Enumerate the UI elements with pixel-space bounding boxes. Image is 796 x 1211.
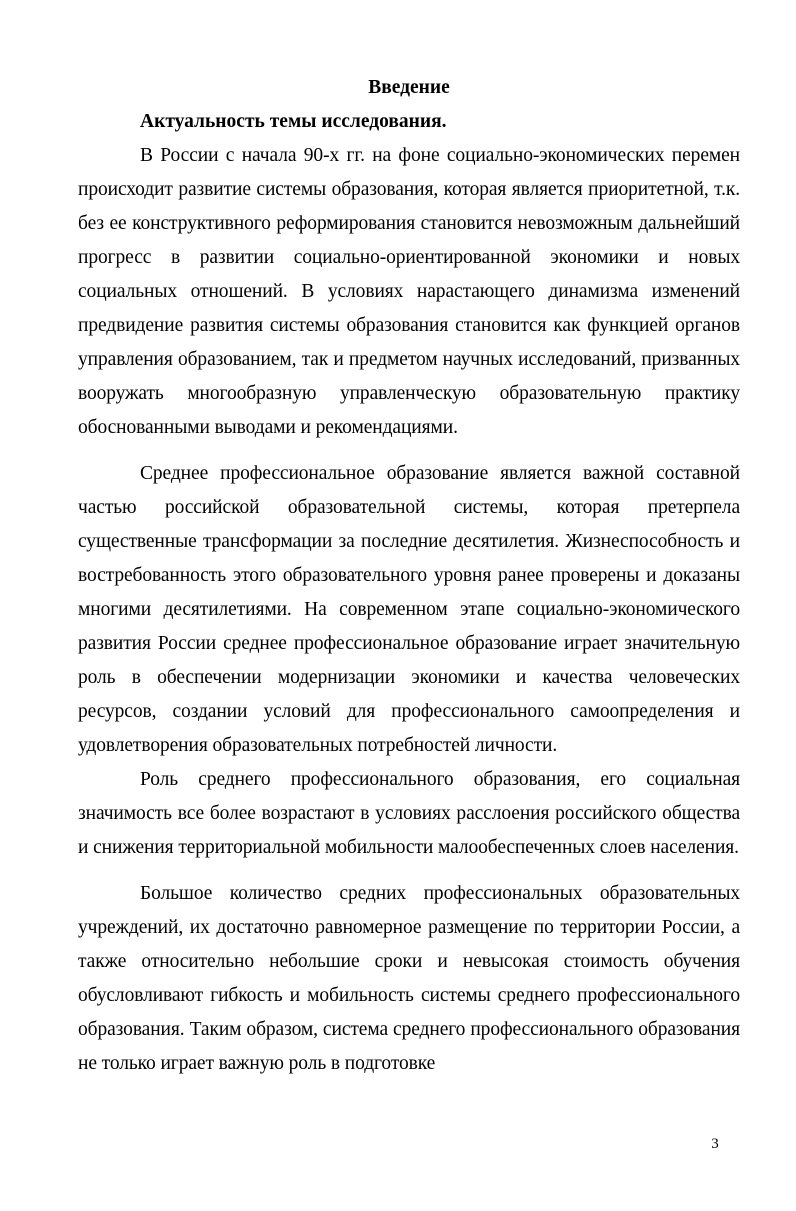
paragraph-spacer — [78, 445, 740, 457]
paragraph-4: Большое количество средних профессиональных образовательных учреждений, их достаточно равномерное размещение по территории России, а также относительно небольшие сроки и невысокая стоимость обучения обусловливают гибкость и мобильность системы среднего профессионального образования. Таким образом, система среднего профессионального образования не только играет важную роль в подготовке — [78, 883, 740, 1074]
paragraph-1: В России с начала 90-х гг. на фоне социально-экономических перемен происходит развитие системы образования, которая является приоритетной, т.к. без ее конструктивного реформирования становится невозможным дальнейший прогресс в развитии социально-ориентированной экономики и новых социальных отношений. В условиях нарастающего динамизма изменений предвидение развития системы образования становится как функцией органов управления образованием, так и предметом научных исследований, призванных вооружать многообразную управленческую образовательную практику обоснованными выводами и рекомендациями. — [78, 145, 740, 438]
document-body — [78, 71, 740, 1081]
paragraph-3: Роль среднего профессионального образования, его социальная значимость все более возрастают в условиях расслоения российского общества и снижения территориальной мобильности малообеспеченных слоев населения. — [78, 769, 740, 858]
section-heading: Актуальность темы исследования. — [140, 111, 447, 132]
page-number: 3 — [711, 1136, 719, 1152]
page-title: Введение — [368, 77, 450, 98]
paragraph-spacer — [78, 865, 740, 877]
paragraph-2: Среднее профессиональное образование является важной составной частью российской образовательной системы, которая претерпела существенные трансформации за последние десятилетия. Жизнеспособность и востребованность этого образовательного уровня ранее проверены и доказаны многими десятилетиями. На современном этапе социально-экономического развития России среднее профессиональное образование играет значительную роль в обеспечении модернизации экономики и качества человеческих ресурсов, создании условий для профессионального самоопределения и удовлетворения образовательных потребностей личности. — [78, 463, 740, 756]
